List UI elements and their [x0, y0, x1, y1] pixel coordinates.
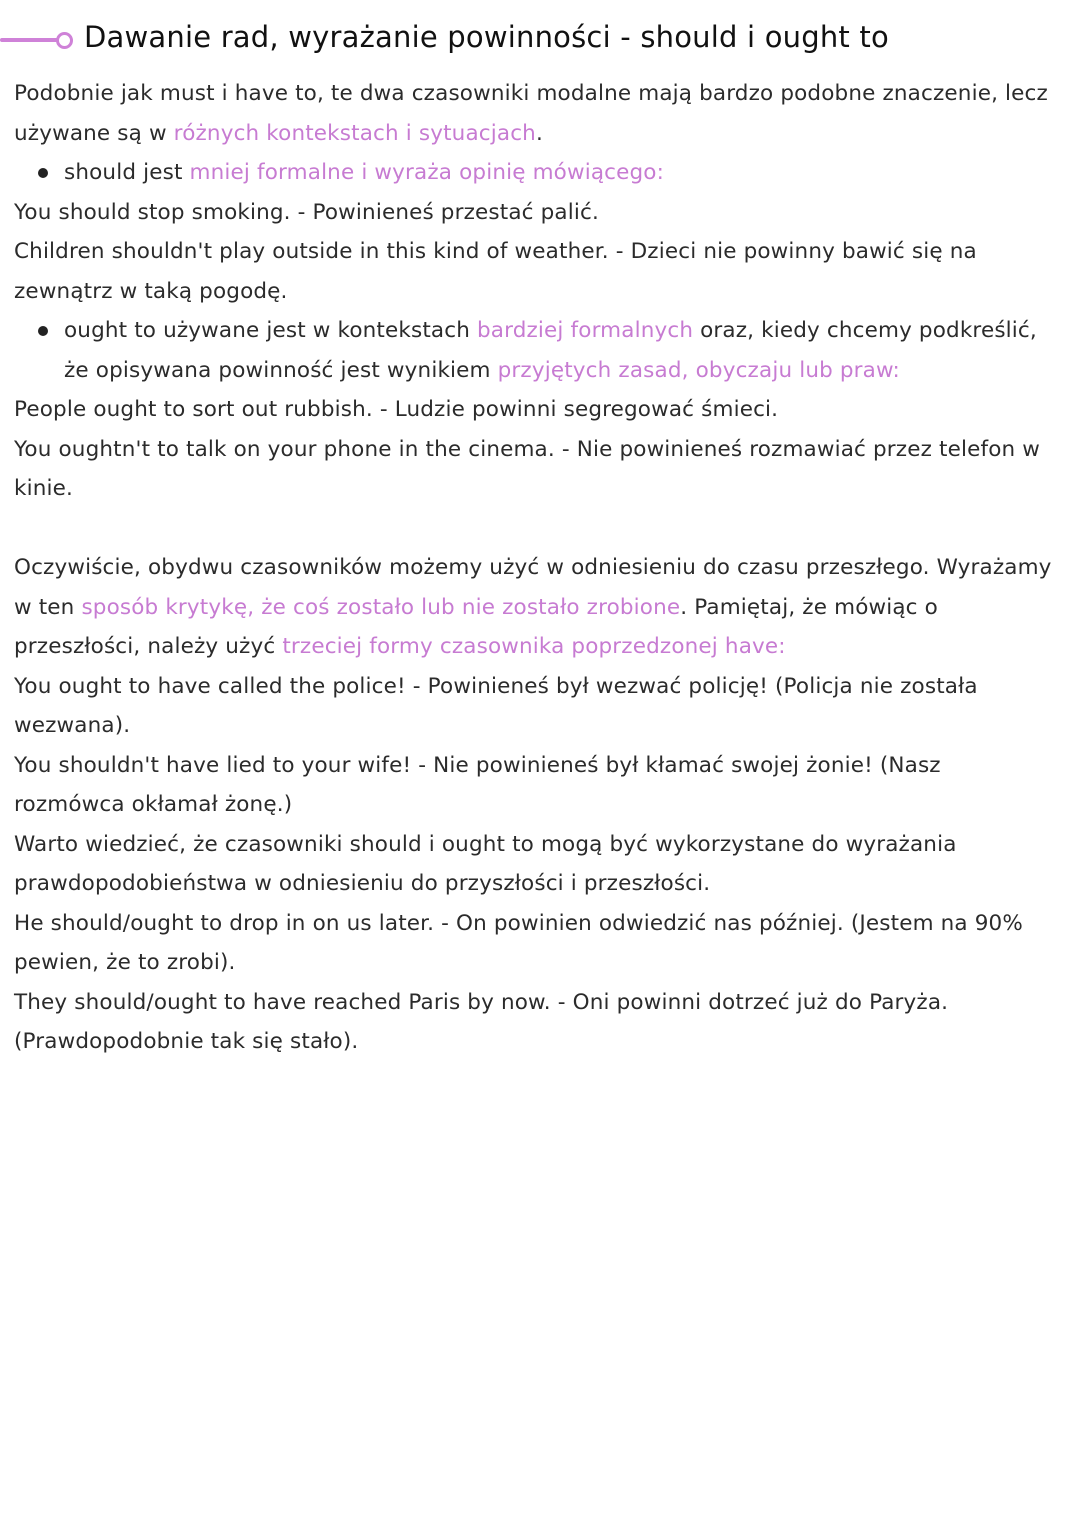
- bullet-should-highlight: mniej formalne i wyraża opinię mówiącego:: [189, 160, 665, 185]
- bullet-should-text: should jest: [64, 160, 190, 185]
- probability-paragraph: Warto wiedzieć, że czasowniki should i ought to mogą być wykorzystane do wyrażania prawdopodobieństwa w odniesieniu do przyszłości i przeszłości.: [14, 831, 957, 896]
- bullet-ought-to: [14, 311, 1054, 390]
- title-accent-line: [0, 38, 60, 42]
- intro-paragraph: [14, 74, 1054, 153]
- paragraph-spacer: [14, 509, 1054, 549]
- bullet-ought-text-2: oraz, kiedy chcemy podkreślić, że opisywana powinność jest wynikiem: [64, 318, 1037, 383]
- bullet-ought-text: ought to używane jest w kontekstach: [64, 318, 477, 343]
- intro-text: Podobnie jak must i have to, te dwa czasowniki modalne mają bardzo podobne znaczenie, lecz używane są w: [14, 81, 1048, 146]
- bullet-ought-highlight-2: przyjętych zasad, obyczaju lub praw:: [497, 357, 900, 383]
- bullet-ought-highlight-1: bardziej formalnych: [476, 318, 694, 343]
- example-8: They should/ought to have reached Paris by now. - Oni powinni dotrzeć już do Paryża. (Prawdopodobnie tak się stało).: [14, 989, 949, 1054]
- example-5: You ought to have called the police! - Powinieneś był wezwać policję! (Policja nie została wezwana).: [14, 673, 978, 738]
- bullet-should: [14, 153, 1054, 193]
- example-6: You shouldn't have lied to your wife! - Nie powinieneś był kłamać swojej żonie! (Nasz rozmówca okłamał żonę.): [14, 752, 941, 817]
- past-highlight-1: sposób krytykę, że coś zostało lub nie zostało zrobione: [81, 594, 681, 620]
- example-2: Children shouldn't play outside in this kind of weather. - Dzieci nie powinny bawić się na zewnątrz w taką pogodę.: [14, 239, 977, 304]
- past-text-1: Oczywiście, obydwu czasowników możemy użyć w odniesieniu do czasu przeszłego. Wyrażamy w ten: [14, 555, 1052, 620]
- note-content: [14, 74, 1054, 1062]
- past-text-2: . Pamiętaj, że mówiąc o przeszłości, należy użyć: [14, 594, 938, 659]
- title-row: [0, 18, 1080, 64]
- page-title: Dawanie rad, wyrażanie powinności - should i ought to: [84, 20, 889, 54]
- intro-highlight: różnych kontekstach i sytuacjach: [173, 120, 536, 146]
- example-4: You oughtn't to talk on your phone in the cinema. - Nie powinieneś rozmawiać przez telefon w kinie.: [14, 436, 1041, 501]
- example-3: People ought to sort out rubbish. - Ludzie powinni segregować śmieci.: [14, 397, 779, 422]
- intro-end: .: [535, 120, 543, 146]
- example-7: He should/ought to drop in on us later. - On powinien odwiedzić nas później. (Jestem na 90% pewien, że to zrobi).: [14, 910, 1023, 975]
- example-1: You should stop smoking. - Powinieneś przestać palić.: [14, 199, 599, 225]
- past-paragraph: [14, 548, 1054, 667]
- past-highlight-2: trzeciej formy czasownika poprzedzonej have:: [282, 634, 786, 659]
- title-circle-icon: [56, 32, 73, 49]
